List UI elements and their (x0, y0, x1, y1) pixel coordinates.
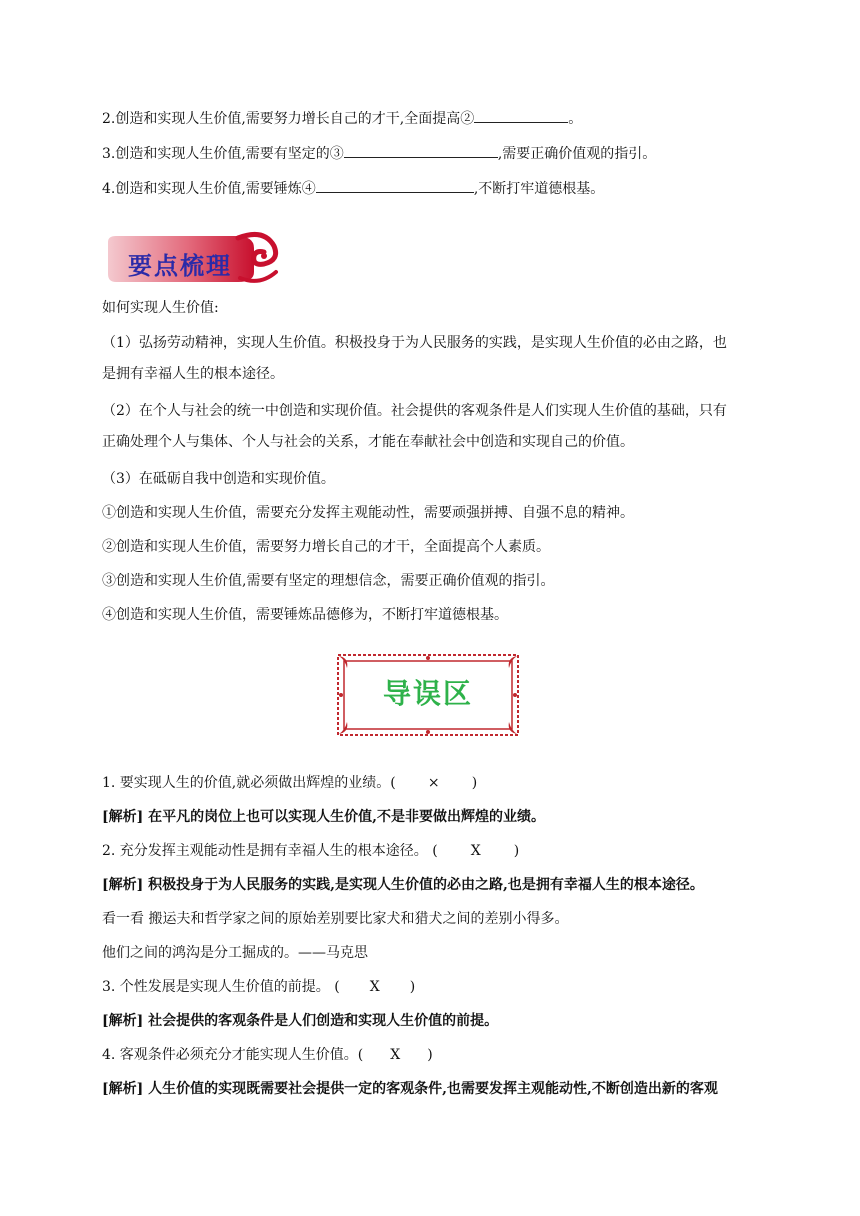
paragraph-3: （3）在砥砺自我中创造和实现价值。 (102, 471, 335, 487)
question-4 (102, 1045, 433, 1065)
fill-in-item-4 (102, 178, 604, 199)
question-paren: ) (427, 1047, 433, 1063)
question-paren: ) (409, 979, 416, 995)
paragraph-1-line-2: 是拥有幸福人生的根本途径。 (102, 366, 284, 382)
fill-in-item-3 (102, 143, 656, 164)
item-text: 。 (568, 111, 583, 127)
paragraph-2-line-2: 正确处理个人与集体、个人与社会的关系，才能在奉献社会中创造和实现自己的价值。 (102, 434, 634, 450)
answer-mark: × (427, 775, 440, 791)
paragraph-1-line-1: （1）弘扬劳动精神，实现人生价值。积极投身于为人民服务的实践，是实现人生价值的必由之路，也 (102, 335, 727, 351)
question-text: 3. 个性发展是实现人生价值的前提。 ( (102, 979, 340, 995)
frame-title: 导误区 (382, 677, 473, 710)
question-text: 4. 客观条件必须充分才能实现人生价值。( (102, 1047, 364, 1063)
fill-in-item-2 (102, 108, 582, 129)
answer-mark: X (369, 979, 380, 995)
answer-blank[interactable] (316, 178, 474, 193)
point-1: ①创造和实现人生价值，需要充分发挥主观能动性，需要顽强拼搏、自强不息的精神。 (102, 505, 634, 521)
question-paren: ) (513, 843, 520, 859)
answer-blank[interactable] (474, 108, 568, 123)
answer-mark: X (470, 843, 481, 859)
quote-line-2: 他们之间的鸿沟是分工掘成的。——马克思 (102, 945, 368, 961)
question-paren: ) (471, 775, 478, 791)
analysis-4: [解析] 人生价值的实现既需要社会提供一定的客观条件,也需要发挥主观能动性,不断创造出新的客观 (102, 1081, 718, 1097)
analysis-2: [解析] 积极投身于为人民服务的实践,是实现人生价值的必由之路,也是拥有幸福人生的根本途径。 (102, 877, 704, 893)
point-3: ③创造和实现人生价值,需要有坚定的理想信念，需要正确价值观的指引。 (102, 573, 555, 589)
quote-line-1: 看一看 搬运夫和哲学家之间的原始差别要比家犬和猎犬之间的差别小得多。 (102, 911, 569, 927)
question-1 (102, 773, 477, 793)
section-title: 要点梳理 (128, 252, 232, 280)
item-text: 2.创造和实现人生价值,需要努力增长自己的才干,全面提高② (102, 111, 475, 127)
item-text: ,需要正确价值观的指引。 (497, 146, 657, 162)
question-2 (102, 841, 519, 861)
point-4: ④创造和实现人生价值，需要锤炼品德修为，不断打牢道德根基。 (102, 607, 508, 623)
item-text: 4.创造和实现人生价值,需要锤炼④ (102, 181, 316, 197)
analysis-1: [解析] 在平凡的岗位上也可以实现人生价值,不是非要做出辉煌的业绩。 (102, 809, 545, 825)
paragraph-2-line-1: （2）在个人与社会的统一中创造和实现价值。社会提供的客观条件是人们实现人生价值的基础，只有 (102, 403, 727, 419)
section-intro: 如何实现人生价值: (102, 300, 219, 316)
question-3 (102, 977, 415, 997)
item-text: 3.创造和实现人生价值,需要有坚定的③ (102, 146, 344, 162)
question-text: 1. 要实现人生的价值,就必须做出辉煌的业绩。( (102, 775, 396, 791)
answer-mark: X (390, 1047, 401, 1063)
analysis-3: [解析] 社会提供的客观条件是人们创造和实现人生价值的前提。 (102, 1013, 499, 1029)
point-2: ②创造和实现人生价值，需要努力增长自己的才干，全面提高个人素质。 (102, 539, 550, 555)
item-text: ,不断打牢道德根基。 (473, 181, 605, 197)
answer-blank[interactable] (344, 143, 498, 158)
question-text: 2. 充分发挥主观能动性是拥有幸福人生的根本途径。 ( (102, 843, 438, 859)
